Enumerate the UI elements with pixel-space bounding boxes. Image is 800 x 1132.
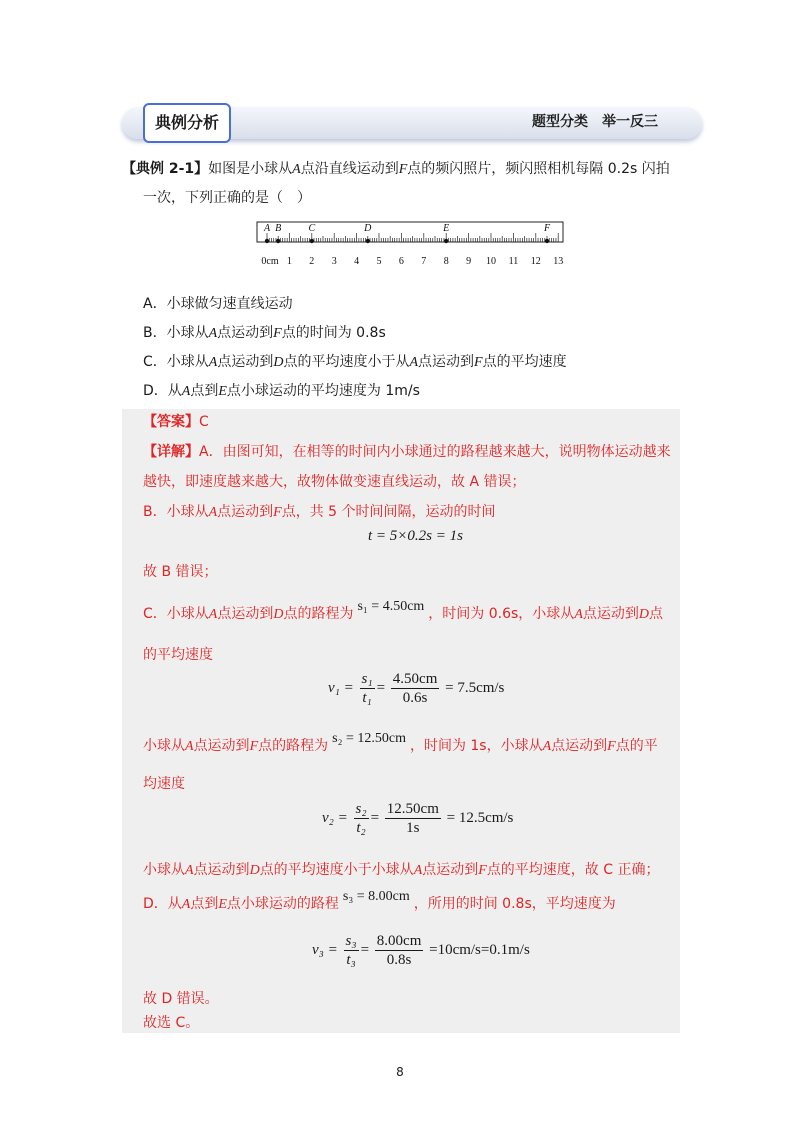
point-label: A <box>181 897 191 912</box>
fraction-numerator: s₃ <box>345 933 357 949</box>
fraction-numerator: 4.50cm <box>392 671 438 687</box>
explain-text: 点的路程为 <box>258 738 329 754</box>
option-text: 点运动到 <box>217 354 274 370</box>
point-label: A <box>208 505 218 520</box>
explain-text: A．由图可知，在相等的时间内小球通过的路程越来越大，说明物体运动越来 <box>199 444 671 460</box>
ball-position-label: D <box>364 223 372 234</box>
ruler-tick-label: 2 <box>309 256 315 267</box>
ball-position-label: E <box>443 223 450 234</box>
answer-line <box>143 411 209 433</box>
ball-position-label: B <box>275 223 282 234</box>
option-b <box>143 322 386 345</box>
question-line-2: 一次，下列正确的是（ ） <box>143 190 311 206</box>
explain-c2-line-2: 均速度 <box>143 776 185 792</box>
equation-lhs: v₃ = <box>312 941 338 958</box>
ruler-tick-label: 9 <box>466 256 472 267</box>
question-tag: 【典例 2-1】 <box>122 161 209 177</box>
explain-text: ，时间为 1s，小球从 <box>409 738 543 754</box>
ball-position-label: F <box>543 223 551 234</box>
explain-text: 点，共 5 个时间间隔，运动的时间 <box>281 504 496 520</box>
explain-b-line <box>143 501 496 524</box>
fraction-numerator: s₂ <box>355 801 367 817</box>
option-text: 点的平均速度 <box>482 354 567 370</box>
ball-position-dot <box>310 239 314 243</box>
fraction-numerator: 8.00cm <box>376 933 422 949</box>
fraction <box>375 932 424 969</box>
option-text: 点到 <box>190 383 219 399</box>
ruler-tick-label: 12 <box>530 256 541 267</box>
option-text: C．小球从 <box>143 354 209 370</box>
equation-v3: v₃ = $\frac{\text{s₃}}{\text{t₃}}$ = $\frac{8.00cm}{0.8s}$ =10cm/s=0.1m/s <box>312 933 530 968</box>
explain-text: 小球从 <box>143 738 185 754</box>
point-label: A <box>409 355 419 370</box>
ruler-tick-label: 0cm <box>261 256 279 267</box>
ruler-tick-label: 4 <box>354 256 360 267</box>
point-label: F <box>398 162 408 177</box>
equation-result: = 7.5cm/s <box>445 679 505 696</box>
equation-v1: v₁ = $\frac{\text{s₁}}{\text{t₁}}$ = $\frac{4.50cm}{0.6s}$ = 7.5cm/s <box>328 671 505 706</box>
fraction-denominator: t₂ <box>356 820 366 836</box>
explain-text: 点的平均速度，故 C 正确； <box>486 862 660 878</box>
section-title: 典例分析 <box>143 103 231 143</box>
equation-result: =10cm/s=0.1m/s <box>429 941 530 958</box>
explain-text: 点运动到 <box>217 504 274 520</box>
explain-text: 点运动到 <box>582 606 639 622</box>
ruler-tick-label: 5 <box>376 256 382 267</box>
fraction <box>344 932 359 969</box>
point-label: A <box>574 607 583 622</box>
point-label: F <box>249 739 259 754</box>
point-label: D <box>273 355 284 370</box>
point-label: A <box>185 863 194 878</box>
point-label: E <box>218 897 227 912</box>
equation-time: t = 5×0.2s = 1s <box>368 528 463 544</box>
explain-c-line-1 <box>143 599 683 626</box>
fraction <box>354 800 369 837</box>
explain-text: 点运动到 <box>193 862 250 878</box>
question-text: 点沿直线运动到 <box>300 161 399 177</box>
point-label: D <box>273 607 284 622</box>
ball-position-label: A <box>263 223 271 234</box>
point-label: F <box>273 326 282 341</box>
fraction-denominator: 0.6s <box>402 690 428 706</box>
ruler-tick-label: 7 <box>421 256 427 267</box>
point-label: A <box>208 355 218 370</box>
ruler-tick-label: 11 <box>508 256 519 267</box>
explain-a-line-1 <box>143 441 673 463</box>
equation-v2: v₂ = $\frac{\text{s₂}}{\text{t₂}}$ = $\frac{12.50cm}{1s}$ = 12.5cm/s <box>322 801 514 836</box>
ball-position-label: C <box>308 223 316 234</box>
option-text: 点小球运动的平均速度为 1m/s <box>226 383 420 399</box>
ruler-tick-label: 6 <box>398 256 404 267</box>
ruler-tick-label: 8 <box>443 256 449 267</box>
question-text: 点的频闪照片，频闪照相机每隔 0.2s 闪拍 <box>407 161 670 177</box>
option-text: B．小球从 <box>143 325 209 341</box>
ball-position-dot <box>545 239 549 243</box>
explain-text: 小球从 <box>143 862 185 878</box>
equation-s2: s₂ = 12.50cm <box>332 731 406 746</box>
explain-text: 点运动到 <box>422 862 479 878</box>
point-label: F <box>607 739 616 754</box>
fraction-denominator: 0.8s <box>386 952 412 968</box>
option-c <box>143 351 567 374</box>
equation-s3: s₃ = 8.00cm <box>342 889 410 904</box>
explain-text: ，时间为 0.6s，小球从 <box>428 606 575 622</box>
explain-d-line <box>143 889 683 916</box>
ball-position-dot <box>265 239 269 243</box>
point-label: A <box>181 384 191 399</box>
explain-text: 点的路程为 <box>283 606 354 622</box>
explain-c3-line <box>143 859 693 882</box>
fraction <box>391 670 440 707</box>
answer-value: C <box>199 414 209 430</box>
ball-position-dot <box>276 239 280 243</box>
point-label: A <box>413 863 423 878</box>
page-number: 8 <box>396 1065 404 1079</box>
explain-text: 点到 <box>190 896 219 912</box>
explain-text: 点 <box>649 606 663 622</box>
equation-s1: s₁ = 4.50cm <box>357 599 425 614</box>
ruler-tick-label: 10 <box>486 256 496 267</box>
option-text: D．从 <box>143 383 182 399</box>
explain-text: 点运动到 <box>217 606 274 622</box>
option-text: 点的时间为 0.8s <box>281 325 386 341</box>
ruler-tick-label: 1 <box>286 256 292 267</box>
point-label: E <box>218 384 227 399</box>
explain-d-end: 故 D 错误。 <box>143 991 219 1007</box>
explain-tag: 【详解】 <box>143 444 199 460</box>
explain-text: 点小球运动的路程 <box>226 896 339 912</box>
answer-tag: 【答案】 <box>143 414 199 430</box>
fraction-denominator: t₃ <box>346 952 356 968</box>
point-label: A <box>208 607 218 622</box>
explain-c-line-2: 的平均速度 <box>143 647 213 663</box>
point-label: F <box>478 863 487 878</box>
point-label: D <box>638 607 649 622</box>
explain-text: 点的平均速度小于小球从 <box>259 862 414 878</box>
point-label: A <box>542 739 552 754</box>
option-a: A．小球做匀速直线运动 <box>143 296 293 312</box>
ball-position-dot <box>444 239 448 243</box>
fraction-numerator: 12.50cm <box>386 801 439 817</box>
ruler-tick-label: 13 <box>553 256 564 267</box>
equation-lhs: v₁ = <box>328 679 354 696</box>
option-d <box>143 380 420 403</box>
fraction <box>385 800 441 837</box>
section-subtitle: 题型分类 举一反三 <box>532 114 658 130</box>
ball-position-dot <box>366 239 370 243</box>
explain-text: 点运动到 <box>193 738 250 754</box>
explain-text: 点运动到 <box>551 738 608 754</box>
explain-text: ，所用的时间 0.8s，平均速度为 <box>413 896 616 912</box>
explain-text: D．从 <box>143 896 182 912</box>
point-label: A <box>292 162 301 177</box>
fraction-denominator: 1s <box>406 820 420 836</box>
point-label: F <box>474 355 483 370</box>
fraction-numerator: s₁ <box>361 671 373 687</box>
explain-text: B．小球从 <box>143 504 209 520</box>
final-answer: 故选 C。 <box>143 1015 200 1031</box>
option-text: 点运动到 <box>418 354 475 370</box>
equation-result: = 12.5cm/s <box>446 809 514 826</box>
fraction-denominator: t₁ <box>362 690 372 706</box>
point-label: A <box>185 739 194 754</box>
point-label: A <box>208 326 218 341</box>
question-line-1 <box>122 158 682 181</box>
ruler-figure <box>256 218 568 270</box>
point-label: D <box>249 863 260 878</box>
option-text: 点运动到 <box>217 325 274 341</box>
ruler-tick-label: 3 <box>331 256 337 267</box>
explain-b-end: 故 B 错误； <box>143 564 218 580</box>
fraction <box>360 670 375 707</box>
option-text: 点的平均速度小于从 <box>283 354 410 370</box>
equation-lhs: v₂ = <box>322 809 348 826</box>
explain-text: 点的平 <box>615 738 658 754</box>
question-text: 如图是小球从 <box>208 161 293 177</box>
explain-text: C．小球从 <box>143 606 209 622</box>
point-label: F <box>273 505 282 520</box>
explain-c2-line-1 <box>143 731 683 758</box>
explain-a-line-2: 越快，即速度越来越大，故物体做变速直线运动，故 A 错误； <box>143 474 526 490</box>
